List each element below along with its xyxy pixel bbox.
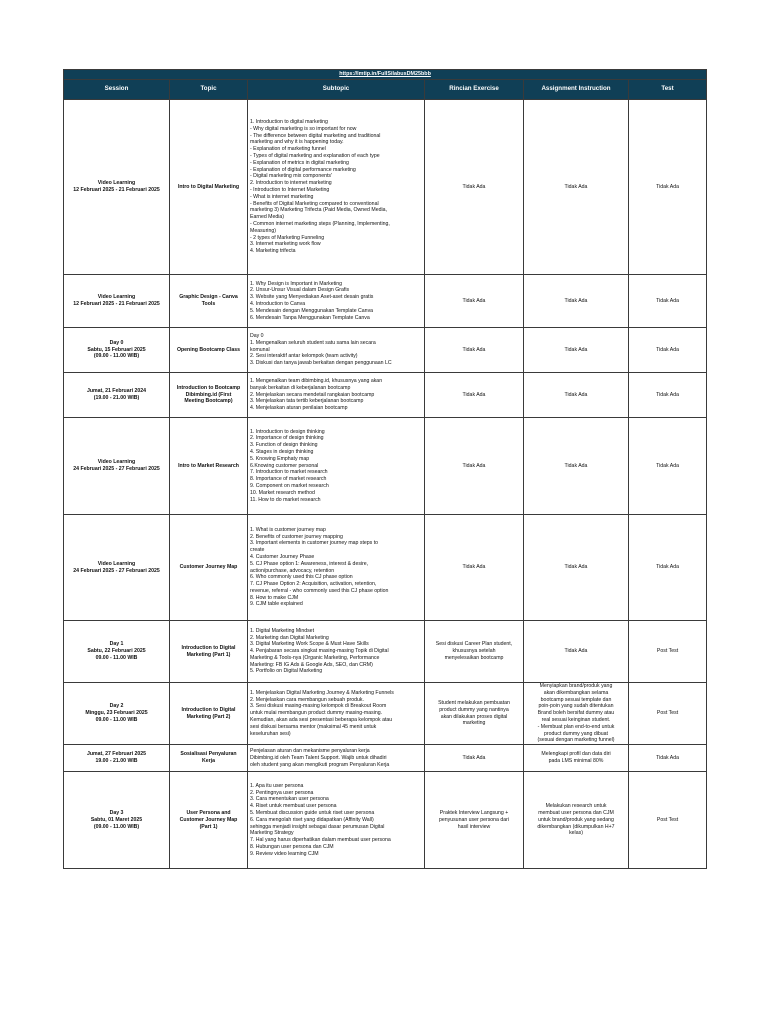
cell-line: 3. Function of design thinking [250,442,318,449]
cell-line: 4. Riset untuk membuat user persona [250,803,337,810]
cell-line: - Explanation of metrics in digital marketing [250,159,349,166]
cell-line: - Membuat plan end-to-end untuk [537,723,615,730]
cell-line: 2. Importance of design thinking [250,435,324,442]
cell-line: Tidak Ada [656,564,679,571]
session-cell [64,100,170,275]
test-cell [629,373,707,418]
topic-cell [170,683,248,745]
assignment-cell [524,100,629,275]
cell-line: banyak berkaitan di keberjalanan bootcamp [250,384,351,391]
cell-line: Introduction to Bootcamp [176,384,241,391]
cell-line: Tidak Ada [462,297,486,304]
cell-line: Tidak Ada [462,754,486,761]
subtopic-cell [248,772,425,869]
cell-line: - Explanation of marketing funnel [250,146,326,153]
cell-line: 5. Membuat discussion guide untuk riset user persona [250,809,375,816]
exercise-cell [425,772,524,869]
cell-line: 1. Menjelaskan Digital Marketing Journey & Marketing Funnels [250,689,394,696]
topic-cell [170,772,248,869]
cell-line: 6. Mendesain Tanpa Menggunakan Template Canva [250,314,370,321]
cell-line: - Digital marketing mix components' [250,173,333,180]
cell-line: 9. Component on market research [250,482,329,489]
cell-line: product dummy yang dibuat [543,730,608,737]
header-row [64,80,707,100]
cell-line: Penjelasan aturan dan mekanisme penyaluran kerja [250,747,370,754]
topic-cell [170,373,248,418]
cell-line: revenue, referral - who commonly used this CJ phase option [250,587,389,594]
cell-line: 2. Menjelaskan secara mendetail rangkaian bootcamp [250,391,375,398]
exercise-cell [425,515,524,621]
cell-line: Kemudian, akan ada sesi presentasi beberapa kelompok atau [250,716,393,723]
cell-line: Tidak Ada [656,183,679,190]
cell-line: 19.00 - 21.00 WIB [95,758,138,765]
test-cell [629,275,707,328]
cell-line: Tidak Ada [462,391,486,398]
cell-line: Video Learning [97,459,136,466]
cell-line: Jumat, 21 Februari 2024 [86,388,147,395]
assignment-cell [524,418,629,515]
exercise-cell [425,745,524,772]
exercise-cell [425,373,524,418]
cell-line: Sesi diskusi Career Plan student, [435,641,513,648]
cell-line: membuat user persona dan CJM [538,809,614,816]
cell-line: sesi diskusi bersama mentor (maksimal 45 menit untuk [250,723,377,730]
cell-line: Marketing (Part 2) [186,713,231,720]
cell-line: Student melakukan pembuatan [438,699,510,706]
cell-line: Sabtu, 22 Februari 2025 [87,648,146,655]
topic-cell [170,745,248,772]
exercise-cell [425,621,524,683]
cell-line: 8. How to make CJM [250,594,299,601]
header-test: Test [629,80,707,100]
cell-line: 5. Portfolio on Digital Marketing [250,668,323,675]
cell-line: untuk brand/produk yang sedang [538,816,614,823]
subtopic-cell [248,621,425,683]
subtopic-cell [248,275,425,328]
cell-line: 4. Stages in design thinking [250,449,314,455]
assignment-cell [524,328,629,373]
subtopic-cell [248,745,425,772]
session-cell [64,328,170,373]
cell-line: Praktek Interview Langsung + [439,809,509,816]
session-cell [64,418,170,515]
table-row [64,373,707,418]
syllabus-table [63,69,707,869]
cell-line: 7. CJ Phase Option 2: Acquisition, activation, retention, [250,581,377,588]
table-row [64,328,707,373]
cell-line: Tidak Ada [656,391,679,398]
cell-line: akan dikembangkan selama [543,689,609,696]
subtopic-cell [248,373,425,418]
cell-line: akan dilakukan proses digital [440,713,508,720]
cell-line: 10. Market research method [250,489,315,496]
cell-line: keseluruhan sesi) [250,730,291,737]
topic-cell [170,621,248,683]
cell-line: Customer Journey Map [179,816,238,823]
cell-line: Menyiapkan brand/produk yang [539,683,613,689]
cell-line: 6.Knowing customer personal [250,462,319,469]
session-cell [64,745,170,772]
cell-line: 5. Knowing Emphaty map [250,455,310,462]
cell-line: 3. Website yang Menyediakan Aset-aset desain gratis [250,294,374,301]
cell-line: 9. CJM table explained [250,601,303,608]
cell-line: 09.00 - 11.00 WIB [95,654,138,661]
cell-line: 2. Marketing dan Digital Marketing [250,634,329,641]
assignment-cell [524,621,629,683]
cell-line: Introduction to Digital [181,706,236,713]
cell-line: 09.00 - 11.00 WIB [95,716,138,723]
cell-line: (19.00 - 21.00 WIB) [93,395,140,401]
cell-line: 5. Mendesain dengan Menggunakan Template Canva [250,307,374,314]
session-cell [64,621,170,683]
cell-line: Video Learning [97,180,136,187]
cell-line: Video Learning [97,294,136,301]
cell-line: - Common internet marketing steps (Planning, Implementing, [250,220,390,227]
cell-line: 4. Introduction to Canva [250,301,306,307]
cell-line: 9. Review video learning CJM [250,850,319,857]
cell-line: 3. Important elements in customer journey map steps to [250,540,379,547]
cell-line: dikembangkan (dikumpulkan H+7 [537,823,615,830]
cell-line: Customer Journey Map [179,564,238,571]
cell-line: 2. Sesi interaktif antar kelompok (team activity) [250,353,358,360]
cell-line: 3. Digital Marketing Work Scope & Must Have Skills [250,641,369,648]
cell-line: 2. Introduction to internet marketing [250,180,332,187]
cell-line: 5. CJ Phase option 1: Awareness, interest & desire, [250,560,369,567]
subtopic-cell [248,683,425,745]
cell-line: Earned Media) [250,214,285,221]
cell-line: Intro to Digital Marketing [177,183,240,190]
test-cell [629,621,707,683]
cell-line: 11. How to do market research [250,496,321,503]
test-cell [629,745,707,772]
cell-line: 24 Februari 2025 - 27 Februari 2025 [73,466,160,472]
cell-line: real sesuai keinginan student. [541,716,611,723]
table-row [64,515,707,621]
cell-line: Tidak Ada [564,391,588,398]
test-cell [629,515,707,621]
cell-line: Day 3 [109,809,124,816]
cell-line: 1. What is customer journey map [250,526,326,533]
cell-line: Marketing & Tools-nya (Organic Marketing, Performance [250,654,380,661]
table-row [64,275,707,328]
cell-line: Sabtu, 15 Februari 2025 [87,346,146,353]
cell-line: sehingga menjadi insight sebagai dasar perumusan Digital [250,823,385,830]
topic-cell [170,328,248,373]
assignment-cell [524,745,629,772]
cell-line: Tidak Ada [462,183,486,190]
cell-line: Minggu, 23 Februari 2025 [85,710,148,717]
cell-line: 8. Hubungan user persona dan CJM [250,843,334,850]
session-cell [64,683,170,745]
test-cell [629,328,707,373]
exercise-cell [425,418,524,515]
cell-line: Tidak Ada [462,564,486,571]
cell-line: Day 0 [109,339,124,346]
cell-line: Tidak Ada [462,346,486,353]
syllabus-link[interactable]: https://lmtip.in/FullSilabusDM25bbb [64,70,707,80]
session-cell [64,772,170,869]
cell-line: 12 Februari 2025 - 21 Februari 2025 [73,301,160,307]
assignment-cell [524,515,629,621]
cell-line: oleh student yang akan mengikuti program Penyaluran Kerja [250,761,390,768]
cell-line: penyusunan user persona dari [438,816,510,823]
cell-line: Meeting Bootcamp) [184,398,233,405]
cell-line: 2. Benefits of customer journey mapping [250,533,343,540]
table-row [64,621,707,683]
cell-line: Day 0 [250,333,264,339]
cell-line: action/purchase, advocacy, retention [250,567,335,574]
subtopic-cell [248,515,425,621]
assignment-cell [524,373,629,418]
cell-line: untuk mulai membangun product dummy masing-masing. [250,710,383,717]
cell-line: komunal [250,346,270,353]
cell-line: Intro to Market Research [178,462,239,469]
cell-line: - 2 types of Marketing Funneling [250,234,325,241]
session-cell [64,275,170,328]
topic-cell [170,275,248,328]
cell-line: 2. Menjelaskan cara membangun sebuah produk. [250,696,364,703]
header-rincian-exercise: Rincian Exercise [425,80,524,100]
test-cell [629,418,707,515]
cell-line: - Benefits of Digital Marketing compared to conventional [250,200,379,207]
header-topic: Topic [170,80,248,100]
cell-line: Tidak Ada [564,297,588,304]
cell-line: Kerja [202,758,215,765]
cell-line: Brand boleh bersifat dummy atau [537,710,615,717]
cell-line: Sosialisasi Penyaluran [180,751,237,758]
cell-line: Tools [201,301,216,307]
table-row [64,683,707,745]
cell-line: Marketing: FB IG Ads & Google Ads, SEO, dan CRM) [250,661,373,668]
cell-line: 1. Introduction to design thinking [250,428,325,435]
cell-line: (sesuai dengan marketing funnel) [537,737,615,744]
cell-line: - Introduction to Internet Marketing [250,187,330,193]
cell-line: Marketing Strategy [250,830,294,837]
cell-line: marketing and why it is happening today. [250,139,344,146]
cell-line: Video Learning [97,560,136,567]
session-cell [64,373,170,418]
cell-line: Tidak Ada [656,754,679,761]
cell-line: Tidak Ada [564,462,588,469]
exercise-cell [425,100,524,275]
cell-line: product dummy yang nantinya [439,706,509,713]
cell-line: - What is internet marketing [250,193,314,200]
topic-cell [170,515,248,621]
cell-line: 4. Customer Journey Phase [250,553,315,560]
session-cell [64,515,170,621]
cell-line: Melengkapi profil dan data diri [541,751,611,758]
cell-line: 8. Importance of market research [250,476,327,483]
cell-line: Marketing (Part 1) [186,651,231,658]
cell-line: Tidak Ada [656,346,679,353]
cell-line: bootcamp sesuai template dan [540,696,612,703]
banner-row [64,70,707,80]
cell-line: (09.00 - 11.00 WIB) [93,823,140,830]
header-subtopic: Subtopic [248,80,425,100]
cell-line: 1. Mengenalkan team dibimbing.id, khususnya yang akan [250,378,383,384]
header-session: Session [64,80,170,100]
cell-line: marketing 3) Marketing Trifecta (Paid Media, Owned Media, [250,207,387,214]
cell-line: 4. Menjelaskan aturan penilaian bootcamp [250,405,348,412]
cell-line: - Why digital marketing is so important for now [250,125,357,132]
cell-line: 4. Penjabaran secara singkat masing-masing Topik di Digital [250,648,389,655]
cell-line: 1. Digital Marketing Mindset [250,627,315,634]
exercise-cell [425,683,524,745]
cell-line: Post Test [656,710,679,717]
cell-line: Tidak Ada [656,462,679,469]
cell-line: menyelesaikan bootcamp [444,654,504,661]
cell-line: Dibimbing.id (First [185,391,232,398]
cell-line: Measuring) [250,227,276,234]
subtopic-cell [248,418,425,515]
exercise-cell [425,275,524,328]
table-row [64,100,707,275]
cell-line: 1. Mengenalkan seluruh student satu sama lain secara [250,339,376,346]
cell-line: (Part 1) [199,823,218,830]
cell-line: Tidak Ada [564,564,588,571]
cell-line: 3. Sesi diskusi masing-masing kelompok di Breakout Room [250,703,387,710]
cell-line: 2. Pentingnya user persona [250,789,314,796]
cell-line: 1. Introduction to digital marketing [250,119,328,126]
cell-line: Sabtu, 01 Maret 2025 [90,816,143,823]
subtopic-cell [248,328,425,373]
table-row [64,772,707,869]
cell-line: 2. Unsur-Unsur Visual dalam Design Grafis [250,287,350,294]
cell-line: 3. Cara menentukan user persona [250,796,329,803]
topic-cell [170,418,248,515]
exercise-cell [425,328,524,373]
cell-line: 6. Who commonly used this CJ phase option [250,574,353,581]
cell-line: - The difference between digital marketing and traditional [250,132,381,139]
cell-line: Tidak Ada [564,648,588,655]
assignment-cell [524,275,629,328]
cell-line: 12 Februari 2025 - 21 Februari 2025 [73,187,160,193]
cell-line: Graphic Design - Canva [179,294,238,301]
cell-line: Tidak Ada [462,462,486,469]
cell-line: pada LMS minimal 80% [548,758,604,765]
cell-line: Introduction to Digital [181,644,236,651]
cell-line: 7. Hal yang harus diperhatikan dalam membuat user persona [250,837,391,844]
test-cell [629,772,707,869]
cell-line: 3. Menjelaskan tata tertib keberjalanan bootcamp [250,398,364,405]
cell-line: marketing [462,720,486,727]
cell-line: 3. Diskusi dan tanya jawab berkaitan dengan penggunaan LC [250,360,392,367]
cell-line: 3. Internet marketing work flow [250,241,321,248]
cell-line: hasil interview [457,823,491,830]
header-assignment-instruction: Assignment Instruction [524,80,629,100]
cell-line: Day 1 [109,641,124,648]
cell-line: create [250,547,265,554]
cell-line: 1. Apa itu user persona [250,782,304,789]
assignment-cell [524,683,629,745]
table-row [64,745,707,772]
cell-line: 1. Why Design is Important in Marketing [250,280,342,287]
cell-line: 4. Marketing trifecta [250,248,296,255]
cell-line: khususnya setelah [452,648,496,655]
cell-line: 24 Februari 2025 - 27 Februari 2025 [73,567,160,574]
topic-cell [170,100,248,275]
cell-line: Tidak Ada [564,183,588,190]
cell-line: kelas) [569,830,583,837]
cell-line: Opening Bootcamp Class [176,346,241,353]
cell-line: (09.00 - 11.00 WIB) [93,353,140,360]
cell-line: Day 2 [109,703,124,710]
cell-line: - Explanation of digital performance marketing [250,166,356,173]
cell-line: Dibimbing.id oleh Team Talent Support. Wajib untuk dihadiri [250,754,387,761]
cell-line: Tidak Ada [564,346,588,353]
cell-line: User Persona and [186,809,231,816]
cell-line: Post Test [656,816,679,823]
assignment-cell [524,772,629,869]
cell-line: Jumat, 27 Februari 2025 [86,751,147,758]
subtopic-cell [248,100,425,275]
cell-line: 7. Introduction to market research [250,469,328,476]
cell-line: poin-poin yang sudah ditentukan [538,703,614,710]
cell-line: - Types of digital marketing and explanation of each type [250,153,380,160]
cell-line: 6. Cara mengolah riset yang didapatkan (Affinity Wall) [250,816,374,823]
cell-line: Tidak Ada [656,297,679,304]
test-cell [629,100,707,275]
cell-line: Melakukan research untuk [545,803,607,810]
cell-line: Post Test [656,648,679,655]
test-cell [629,683,707,745]
table-row [64,418,707,515]
